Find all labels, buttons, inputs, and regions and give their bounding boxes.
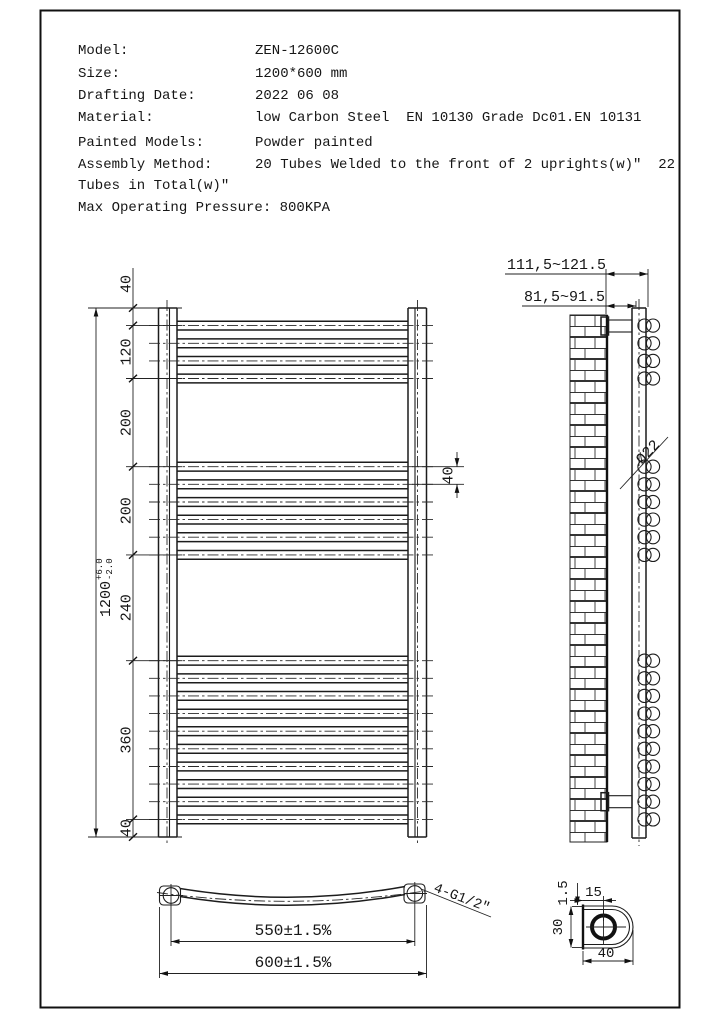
dim-label: 30 [551, 918, 567, 936]
tube-row [149, 727, 433, 736]
spec-value: low Carbon Steel EN 10130 Grade Dc01.EN 10131 [255, 110, 642, 126]
tube-row [149, 533, 433, 542]
tube-row [149, 780, 433, 789]
spec-value: 20 Tubes Welded to the front of 2 uprights(w)″ 22 [255, 157, 676, 173]
tube-section [638, 778, 660, 791]
spec-label: Material: [78, 110, 154, 126]
tube-section [638, 689, 660, 702]
tube-row [149, 709, 433, 718]
tube-section [638, 354, 660, 367]
front-tubes [149, 321, 433, 824]
dim-label: 240 [118, 594, 136, 622]
spec-value: ZEN-12600C [255, 43, 340, 59]
height-dimension [551, 907, 584, 948]
tube-section [638, 372, 660, 385]
dim-label: 4-G1/2" [431, 880, 492, 917]
dim-label: 81,5~91.5 [524, 289, 606, 306]
spec-label: Painted Models: [78, 135, 205, 151]
side-view [505, 257, 668, 846]
side-tube-circles [638, 319, 660, 826]
tube-row [149, 462, 433, 471]
overall-height-dimension [95, 308, 115, 837]
left-connection [160, 884, 184, 907]
tube-row [149, 797, 433, 806]
tube-row [149, 321, 433, 330]
tube-row [149, 498, 433, 507]
dim-label: 120 [118, 338, 136, 366]
dim-label: 40 [118, 274, 136, 294]
tube-row [149, 480, 433, 489]
spec-block [78, 43, 675, 216]
tube-section [638, 707, 660, 720]
curved-tube-outline [180, 895, 405, 906]
right-connection [404, 882, 427, 905]
tube-section [638, 654, 660, 667]
spec-label: Tubes in Total(w)″ [78, 178, 230, 194]
dim-label: 40 [440, 466, 458, 485]
dim-label: 200 [118, 409, 136, 437]
front-view [88, 268, 464, 845]
spec-value: 1200*600 mm [255, 66, 348, 82]
tube-row [149, 744, 433, 753]
dim-label: 1200 [98, 580, 115, 617]
tube-section [638, 513, 660, 526]
tube-section [638, 337, 660, 350]
spec-label: Assembly Method: [78, 157, 213, 173]
dim-tolerance-minus: -2.0 [105, 558, 115, 580]
dim-label: 40 [118, 819, 136, 838]
spec-label: Drafting Date: [78, 88, 196, 104]
dim-label: 1.5 [556, 880, 572, 906]
dim-label: 550±1.5% [254, 922, 332, 940]
plan-view [157, 881, 492, 978]
tube-row [149, 762, 433, 771]
tube-row [149, 339, 433, 348]
tube-section [638, 495, 660, 508]
tube-diameter-callout [620, 437, 668, 489]
chain-dimension [88, 268, 182, 841]
tube-pitch-dimension [412, 452, 464, 498]
tube-row [149, 551, 433, 560]
tube-row [149, 656, 433, 665]
tube-section [638, 531, 660, 544]
tube-section [638, 725, 660, 738]
tube-section [638, 319, 660, 332]
centers-dimension [171, 905, 415, 946]
tube-section [638, 760, 660, 773]
right-upright [408, 300, 427, 845]
dim-tolerance-plus: +6.0 [95, 558, 105, 580]
dim-label: 200 [118, 497, 136, 525]
tube-section [638, 672, 660, 685]
connection-thread-callout [421, 881, 492, 917]
spec-label: Size: [78, 66, 121, 82]
tube-section [638, 795, 660, 808]
dim-label: 15 [585, 885, 602, 901]
tube-row [149, 674, 433, 683]
spec-label: Model: [78, 43, 129, 59]
tube-section [638, 813, 660, 826]
dim-label: 600±1.5% [254, 954, 332, 972]
tube-row [149, 692, 433, 701]
bracket-distance-dimension [522, 289, 636, 307]
dim-label: 360 [118, 726, 136, 754]
tube-row [149, 357, 433, 366]
thickness-dimension [556, 880, 578, 905]
tube-row [149, 515, 433, 524]
left-upright [159, 300, 178, 845]
spec-value: 2022 06 08 [255, 88, 340, 104]
wall-section [570, 315, 607, 842]
dim-label: 40 [597, 946, 615, 962]
tube-row [149, 374, 433, 383]
spec-label: Max Operating Pressure: 800KPA [78, 200, 331, 216]
detail-view [551, 880, 633, 965]
tube-section [638, 548, 660, 561]
tube-section [638, 478, 660, 491]
curved-tube-outline [180, 887, 405, 898]
tube-section [638, 742, 660, 755]
dim-label: 111,5~121.5 [507, 257, 607, 274]
tube-row [149, 815, 433, 824]
spec-value: Powder painted [255, 135, 373, 151]
dim-label: Ø22 [633, 436, 664, 469]
